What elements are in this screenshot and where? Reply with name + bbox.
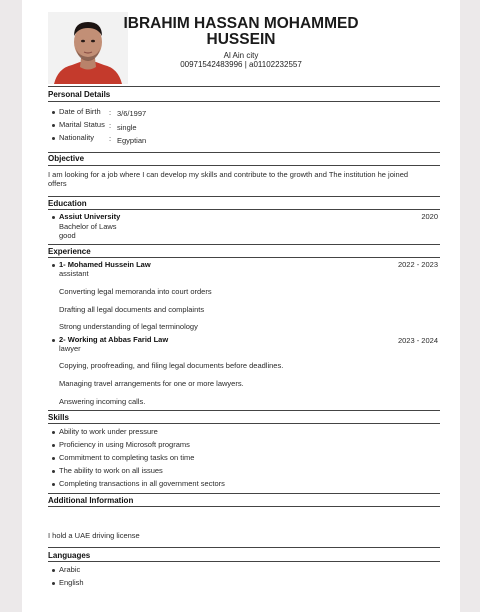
divider [48,86,440,87]
nationality-label: Nationality [59,133,95,142]
bullet-icon [52,470,55,473]
job-1-duty: Converting legal memoranda into court orders [59,287,212,296]
separator: : [109,108,112,117]
divider [48,561,440,562]
experience-heading: Experience [48,247,91,256]
resume-page [22,0,460,612]
education-grade: good [59,231,76,240]
marital-value: single [117,123,137,132]
divider [48,410,440,411]
bullet-icon [52,483,55,486]
skills-heading: Skills [48,413,69,422]
candidate-phones: 00971542483996 | a01102232557 [180,60,302,69]
job-1-duty: Strong understanding of legal terminology [59,322,198,331]
separator: : [109,121,112,130]
job-1-period: 2022 - 2023 [397,260,438,269]
education-degree: Bachelor of Laws [59,222,117,231]
job-2-duty: Answering incoming calls. [59,397,146,406]
marital-label: Marital Status [59,120,105,129]
divider [48,209,440,210]
skill-item: Proficiency in using Microsoft programs [59,440,190,449]
additional-info-text: I hold a UAE driving license [48,531,140,540]
skill-item: Commitment to completing tasks on time [59,453,195,462]
bullet-icon [52,569,55,572]
objective-text: I am looking for a job where I can develop my skills and contribute to the growth and The institution he joined offers [48,170,409,189]
job-1-title: 1- Mohamed Hussein Law [59,260,151,269]
divider [48,547,440,548]
language-item: Arabic [59,565,81,574]
education-heading: Education [48,199,87,208]
education-school: Assiut University [59,212,121,221]
divider [48,423,440,424]
bullet-icon [52,111,55,114]
divider [48,493,440,494]
candidate-name: IBRAHIM HASSAN MOHAMMED HUSSEIN [123,15,359,48]
divider [48,152,440,153]
dob-value: 3/6/1997 [117,109,147,118]
education-year: 2020 [421,212,438,221]
objective-heading: Objective [48,154,85,163]
bullet-icon [52,264,55,267]
bullet-icon [52,444,55,447]
job-2-duty: Managing travel arrangements for one or more lawyers. [59,379,244,388]
additional-info-heading: Additional Information [48,496,134,505]
separator: : [109,134,112,143]
candidate-city: Al Ain city [223,51,259,60]
skill-item: Completing transactions in all government sectors [59,479,225,488]
divider [48,244,440,245]
language-item: English [59,578,84,587]
bullet-icon [52,339,55,342]
skill-item: Ability to work under pressure [59,427,158,436]
bullet-icon [52,457,55,460]
bullet-icon [52,137,55,140]
bullet-icon [52,431,55,434]
divider [48,506,440,507]
languages-heading: Languages [48,551,91,560]
skill-item: The ability to work on all issues [59,466,163,475]
job-2-duty: Copying, proofreading, and filing legal documents before deadlines. [59,361,284,370]
bullet-icon [52,582,55,585]
divider [48,101,440,102]
bullet-icon [52,124,55,127]
divider [48,257,440,258]
job-1-duty: Drafting all legal documents and complaints [59,305,205,314]
bullet-icon [52,216,55,219]
job-2-role: lawyer [59,344,81,353]
profile-photo [48,12,128,84]
job-1-role: assistant [59,269,89,278]
nationality-value: Egyptian [117,136,147,145]
personal-details-heading: Personal Details [48,90,111,99]
divider [48,165,440,166]
divider [48,196,440,197]
job-2-period: 2023 - 2024 [397,336,438,345]
job-2-title: 2- Working at Abbas Farid Law [59,335,169,344]
dob-label: Date of Birth [59,107,101,116]
